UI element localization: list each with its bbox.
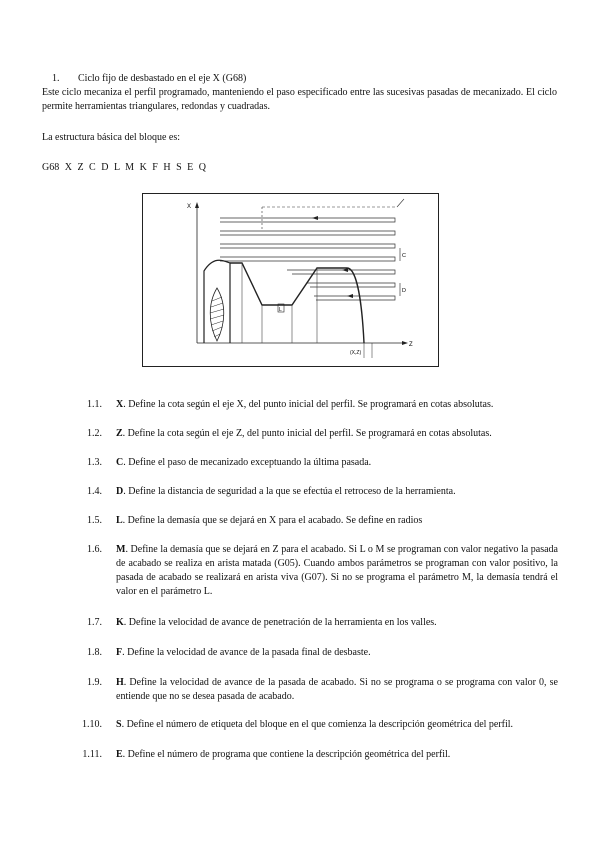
structure-label: La estructura básica del bloque es: [42, 132, 180, 143]
item-key: S [116, 719, 122, 730]
item-key: D [116, 486, 124, 497]
item-number: 1.10. [82, 719, 102, 730]
item-text: . Define la velocidad de avance de la pasada final de desbaste. [122, 647, 371, 658]
item-key: H [116, 677, 124, 688]
item-number: 1.9. [87, 677, 102, 688]
label-d: D [402, 288, 406, 294]
item-number: 1.6. [87, 544, 102, 555]
item-key: M [116, 544, 126, 555]
item-text: . Define la cota según el eje Z, del punto inicial del perfil. Se programará en cotas absolutas. [122, 428, 492, 439]
roughing-cycle-diagram [142, 193, 439, 367]
item-number: 1.8. [87, 647, 102, 658]
axis-x-label: X [187, 204, 192, 210]
item-key: C [116, 457, 124, 468]
item-number: 1.1. [87, 399, 102, 410]
point-xz-label: (X,Z) [350, 350, 362, 356]
item-number: 1.3. [87, 457, 102, 468]
item-number: 1.4. [87, 486, 102, 497]
item-number: 1.5. [87, 515, 102, 526]
axis-z-label: Z [409, 342, 413, 348]
item-text: . Define el número de etiqueta del bloque en el que comienza la descripción geométrica del perfil. [121, 719, 514, 730]
label-c: C [402, 253, 406, 259]
item-text: . Define la velocidad de avance de la pasada de acabado. Si no se programa o se programa con valor 0, se entiende que no se desea pasada de acabado. [116, 677, 558, 702]
block-format: G68 X Z C D L M K F H S E Q [42, 162, 206, 173]
item-number: 1.11. [82, 749, 102, 760]
item-number: 1.2. [87, 428, 102, 439]
item-key: Z [116, 428, 123, 439]
item-text: . Define la distancia de seguridad a la que se efectúa el retroceso de la herramienta. [123, 486, 456, 497]
section-number: 1. [52, 73, 60, 84]
item-key: K [116, 617, 124, 628]
item-text: . Define la demasía que se dejará en Z para el acabado. Si L o M se programan con valor negativo la pasada de acabado se realiza en arista matada (G05). Cuando ambos parámetros se programan con valor positivo, la pasada de acabado se realizará en arista viva (G07). Si no se programa el parámetro M, la demasía tendrá el valor en el parámetro L. [116, 544, 558, 597]
section-title: Ciclo fijo de desbastado en el eje X (G68) [78, 73, 247, 84]
item-text: . Define la demasía que se dejará en X para el acabado. Se define en radios [122, 515, 423, 526]
item-number: 1.7. [87, 617, 102, 628]
section-heading [52, 72, 246, 86]
item-key: E [116, 749, 123, 760]
item-key: X [116, 399, 124, 410]
item-key: L [116, 515, 123, 526]
item-text: . Define la velocidad de avance de penetración de la herramienta en los valles. [123, 617, 437, 628]
label-l: L [279, 307, 282, 313]
item-text: . Define el número de programa que contiene la descripción geométrica del perfil. [122, 749, 451, 760]
item-key: F [116, 647, 123, 658]
item-text: . Define el paso de mecanizado exceptuando la última pasada. [123, 457, 372, 468]
figure-frame [143, 194, 439, 367]
intro-paragraph: Este ciclo mecaniza el perfil programado, manteniendo el paso especificado entre las sucesivas pasadas de mecanizado. El ciclo permite herramientas triangulares, redondas y cuadradas. [42, 87, 557, 112]
item-text: . Define la cota según el eje X, del punto inicial del perfil. Se programará en cotas absolutas. [123, 399, 494, 410]
